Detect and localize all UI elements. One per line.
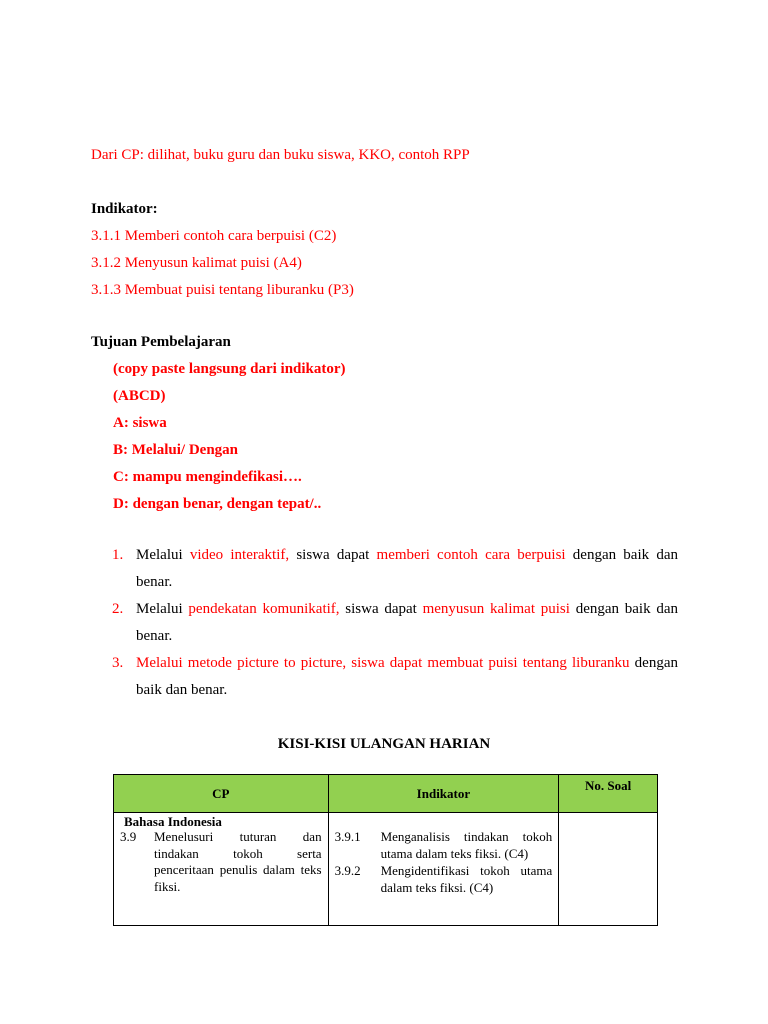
plain-text: dengan baik dan benar. bbox=[136, 547, 678, 590]
table-row bbox=[114, 813, 658, 926]
cp-text: Menelusuri tuturan dan tindakan tokoh serta penceritaan penulis dalam teks fiksi. bbox=[154, 829, 322, 894]
tujuan-note: B: Melalui/ Dengan bbox=[113, 442, 239, 458]
highlight-text: pendekatan komunikatif, bbox=[188, 601, 340, 617]
tujuan-note: D: dengan benar, dengan tepat/.. bbox=[113, 496, 322, 512]
list-number: 2. bbox=[112, 601, 124, 617]
indicator-code: 3.9.1 bbox=[334, 829, 361, 844]
indikator-item: 3.1.1 Memberi contoh cara berpuisi (C2) bbox=[91, 228, 337, 244]
highlight-text: memberi contoh cara berpuisi bbox=[376, 547, 566, 563]
list-item bbox=[112, 542, 678, 596]
plain-text: dengan baik dan benar. bbox=[136, 655, 678, 698]
highlight-text: video interaktif, bbox=[189, 547, 290, 563]
indicator-text: Mengidentifikasi tokoh utama dalam teks fiksi. (C4) bbox=[380, 863, 553, 895]
indikator-item: 3.1.3 Membuat puisi tentang liburanku (P3) bbox=[91, 282, 354, 298]
highlight-text: menyusun kalimat puisi bbox=[422, 601, 570, 617]
header-cp: CP bbox=[114, 775, 329, 813]
tujuan-note: A: siswa bbox=[113, 415, 167, 431]
indicator-item bbox=[335, 862, 553, 896]
plain-text: Melalui bbox=[136, 601, 189, 617]
plain-text: siswa dapat bbox=[339, 601, 423, 617]
kisi-title: KISI-KISI ULANGAN HARIAN bbox=[277, 736, 491, 752]
list-item bbox=[112, 596, 678, 650]
tujuan-note: C: mampu mengindefikasi…. bbox=[113, 469, 302, 485]
tujuan-note: (ABCD) bbox=[113, 388, 166, 404]
tujuan-note: (copy paste langsung dari indikator) bbox=[113, 361, 346, 377]
table-header-row bbox=[114, 775, 658, 813]
plain-text: siswa dapat bbox=[289, 547, 377, 563]
list-text bbox=[136, 547, 678, 590]
plain-text: dengan baik dan benar. bbox=[136, 601, 678, 644]
tujuan-heading: Tujuan Pembelajaran bbox=[91, 334, 231, 350]
plain-text: Melalui bbox=[136, 547, 190, 563]
list-number: 3. bbox=[112, 655, 124, 671]
tujuan-list bbox=[112, 542, 678, 704]
list-number: 1. bbox=[112, 547, 124, 563]
cp-cell bbox=[114, 813, 329, 926]
source-note: Dari CP: dilihat, buku guru dan buku siswa, KKO, contoh RPP bbox=[91, 147, 470, 163]
highlight-text: Melalui metode picture to picture, siswa dapat membuat puisi tentang liburanku bbox=[136, 655, 630, 671]
indicator-text: Menganalisis tindakan tokoh utama dalam teks fiksi. (C4) bbox=[380, 829, 553, 861]
list-item bbox=[112, 650, 678, 704]
kisi-table bbox=[113, 774, 658, 926]
cp-code: 3.9 bbox=[120, 829, 137, 844]
header-indikator: Indikator bbox=[328, 775, 559, 813]
indicator-code: 3.9.2 bbox=[334, 863, 361, 878]
indikator-heading: Indikator: bbox=[91, 201, 158, 217]
indikator-cell bbox=[328, 813, 559, 926]
list-text bbox=[136, 655, 678, 698]
no-soal-cell bbox=[559, 813, 658, 926]
list-text bbox=[136, 601, 678, 644]
indicator-item bbox=[335, 828, 553, 862]
subject-label: Bahasa Indonesia bbox=[124, 814, 222, 829]
indikator-item: 3.1.2 Menyusun kalimat puisi (A4) bbox=[91, 255, 302, 271]
header-no-soal: No. Soal bbox=[559, 775, 658, 813]
cp-item bbox=[120, 829, 322, 895]
